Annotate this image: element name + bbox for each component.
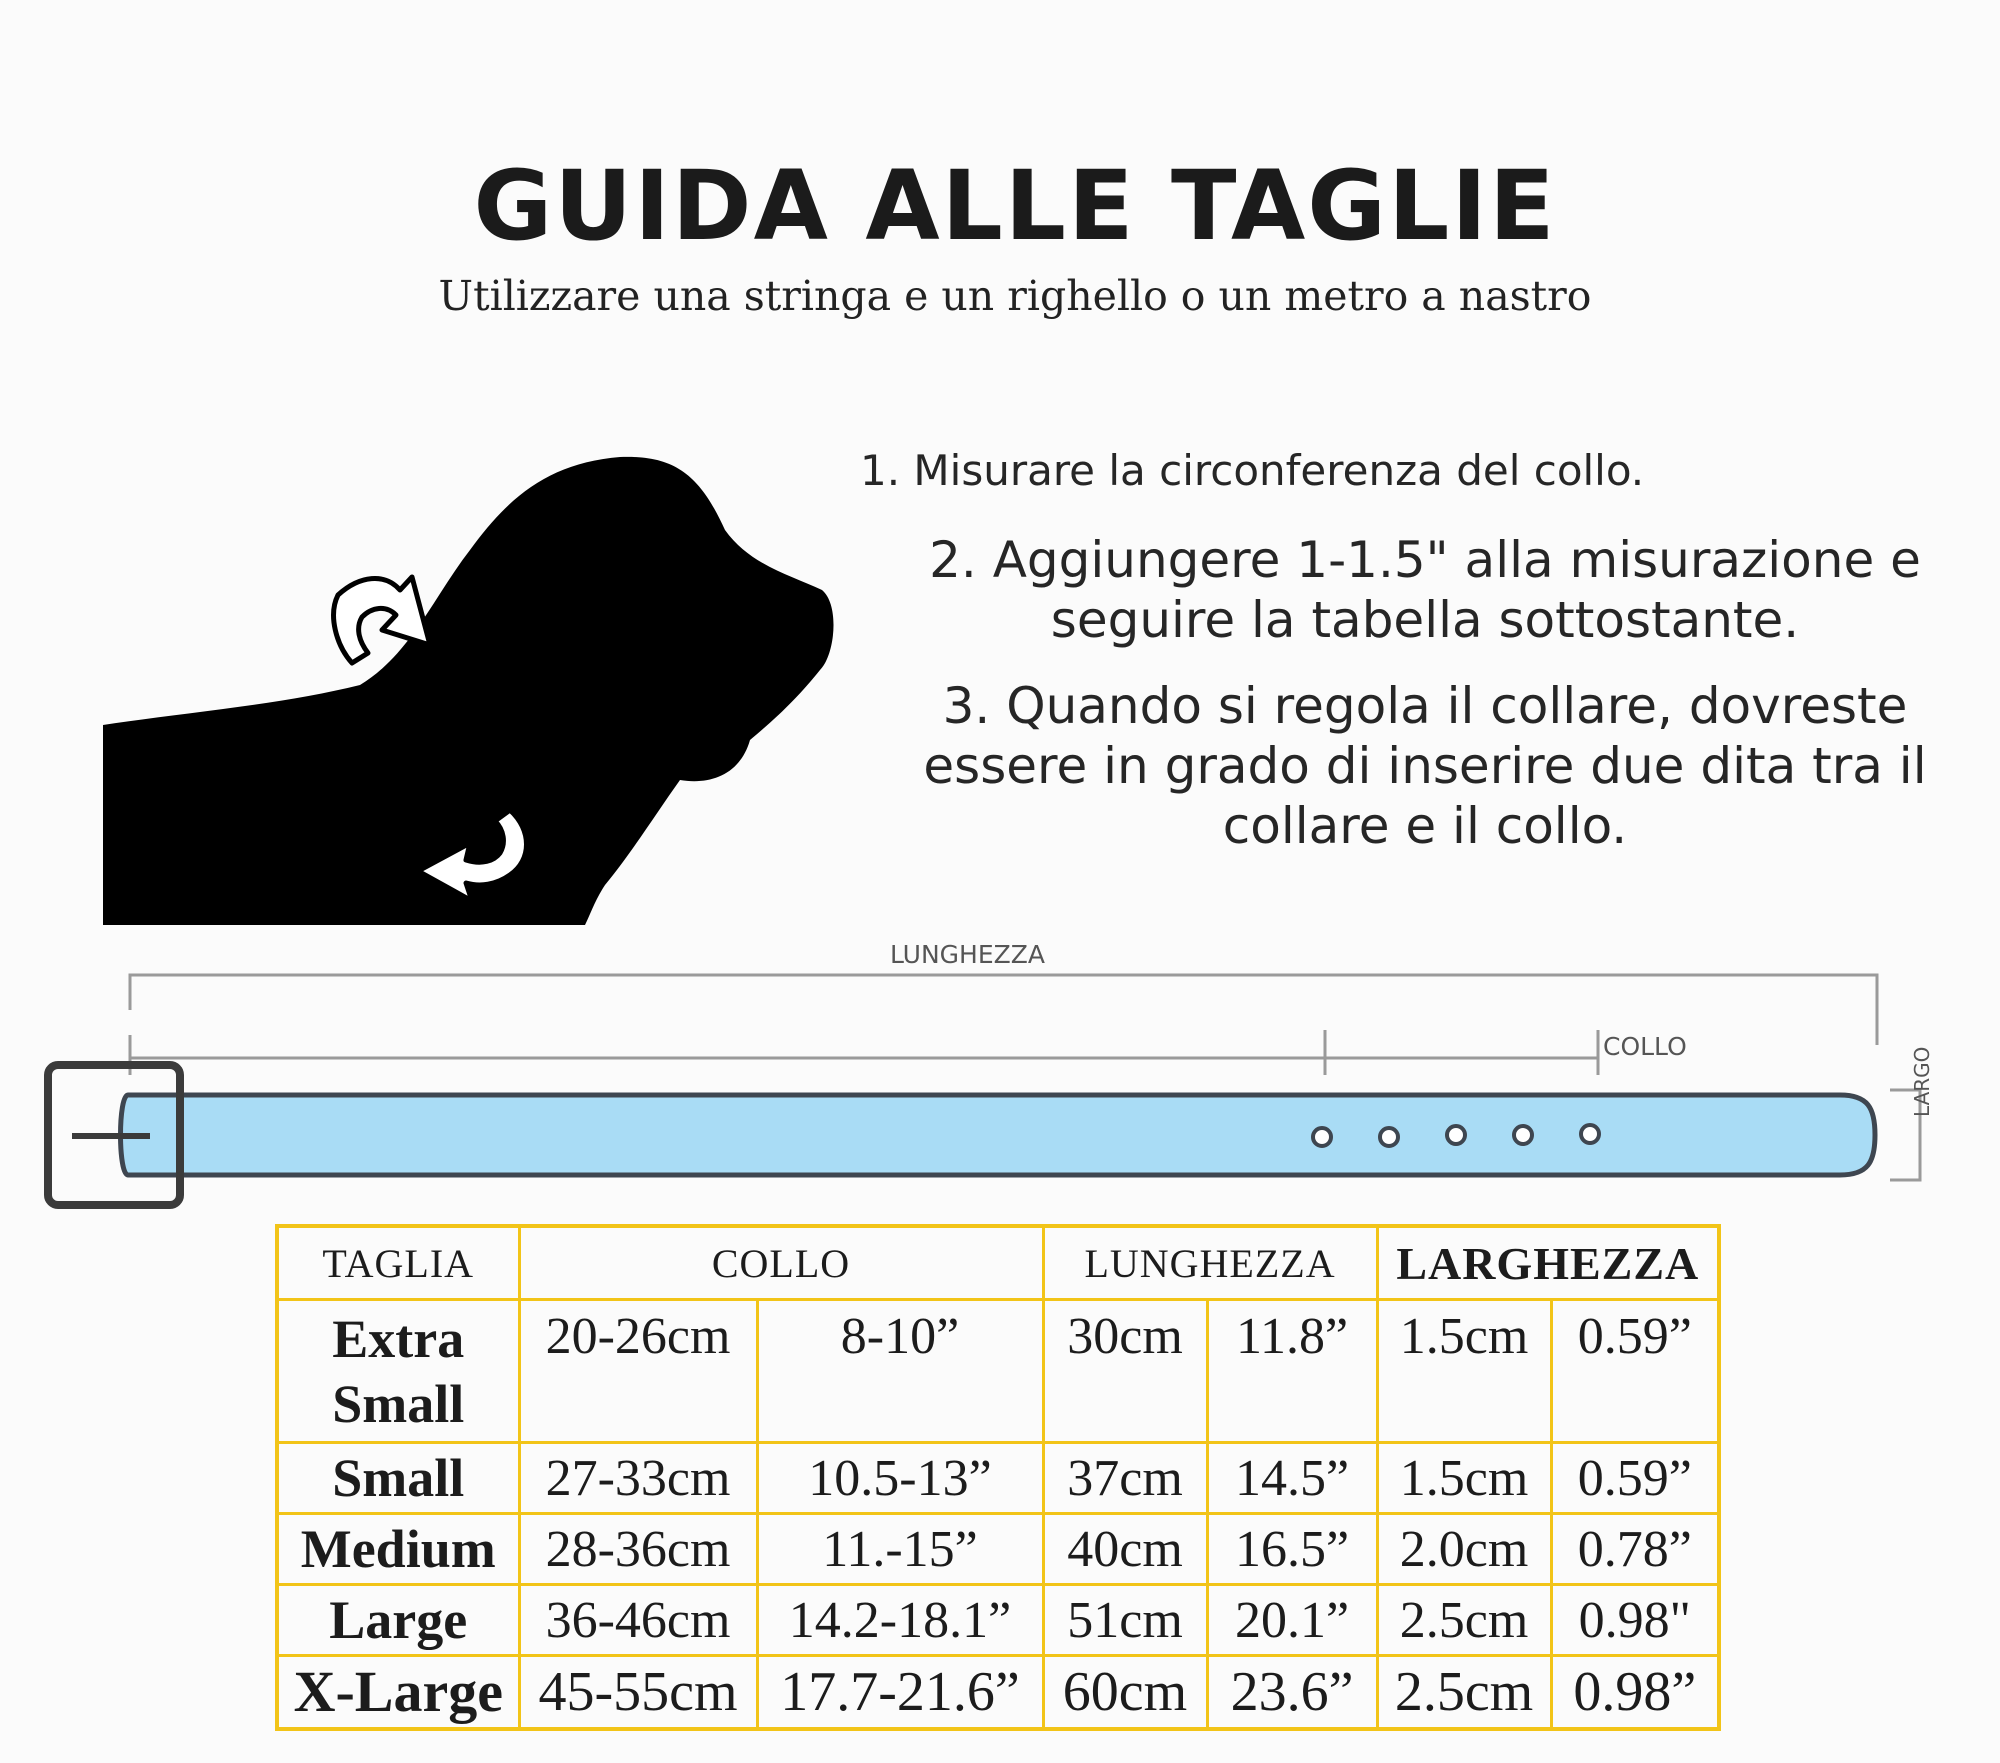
dog-silhouette-illustration: [100, 455, 840, 925]
width-label: LARGO: [1910, 1046, 1934, 1117]
neck-in: 11.-15”: [757, 1514, 1043, 1585]
size-table: [275, 1224, 1721, 1731]
header-size: TAGLIA: [277, 1226, 519, 1300]
length-cm: 51cm: [1043, 1585, 1207, 1656]
size-name: Extra Small: [277, 1300, 519, 1443]
width-cm: 2.0cm: [1377, 1514, 1551, 1585]
width-in: 0.59”: [1551, 1300, 1719, 1443]
table-header-row: [277, 1226, 1719, 1300]
neck-in: 8-10”: [757, 1300, 1043, 1443]
neck-cm: 28-36cm: [519, 1514, 757, 1585]
width-cm: 1.5cm: [1377, 1443, 1551, 1514]
neck-cm: 20-26cm: [519, 1300, 757, 1443]
length-label: LUNGHEZZA: [890, 940, 1046, 969]
collar-diagram: [0, 930, 2000, 1220]
table-row: [277, 1656, 1719, 1730]
width-in: 0.98": [1551, 1585, 1719, 1656]
neck-in: 10.5-13”: [757, 1443, 1043, 1514]
instruction-step-1: 1. Misurare la circonferenza del collo.: [860, 446, 1645, 495]
header-neck: COLLO: [519, 1226, 1043, 1300]
length-in: 16.5”: [1207, 1514, 1377, 1585]
header-length: LUNGHEZZA: [1043, 1226, 1377, 1300]
instruction-step-3: 3. Quando si regola il collare, dovreste essere in grado di inserire due dita tra il collare e il collo.: [923, 677, 1927, 855]
collar-hole: [1313, 1128, 1331, 1146]
neck-in: 14.2-18.1”: [757, 1585, 1043, 1656]
length-in: 11.8”: [1207, 1300, 1377, 1443]
neck-cm: 36-46cm: [519, 1585, 757, 1656]
neck-cm: 27-33cm: [519, 1443, 757, 1514]
page-subtitle: Utilizzare una stringa e un righello o un metro a nastro: [438, 272, 1592, 320]
table-row: [277, 1443, 1719, 1514]
table-row: [277, 1585, 1719, 1656]
width-cm: 2.5cm: [1377, 1585, 1551, 1656]
table-row: [277, 1300, 1719, 1443]
length-cm: 37cm: [1043, 1443, 1207, 1514]
length-cm: 40cm: [1043, 1514, 1207, 1585]
width-cm: 1.5cm: [1377, 1300, 1551, 1443]
size-name: X-Large: [277, 1656, 519, 1730]
size-name: Small: [277, 1443, 519, 1514]
length-in: 14.5”: [1207, 1443, 1377, 1514]
length-in: 20.1”: [1207, 1585, 1377, 1656]
table-row: [277, 1514, 1719, 1585]
neck-in: 17.7-21.6”: [757, 1656, 1043, 1730]
size-name: Medium: [277, 1514, 519, 1585]
collar-strap: [121, 1095, 1876, 1175]
neck-cm: 45-55cm: [519, 1656, 757, 1730]
length-in: 23.6”: [1207, 1656, 1377, 1730]
length-cm: 30cm: [1043, 1300, 1207, 1443]
size-name: Large: [277, 1585, 519, 1656]
page-title: GUIDA ALLE TAGLIE: [473, 150, 1557, 262]
width-in: 0.98”: [1551, 1656, 1719, 1730]
width-in: 0.78”: [1551, 1514, 1719, 1585]
neck-dimension-line: [1325, 1030, 1598, 1075]
neck-label: COLLO: [1603, 1032, 1687, 1061]
header-width: LARGHEZZA: [1377, 1226, 1719, 1300]
collar-hole: [1447, 1126, 1465, 1144]
collar-hole: [1380, 1128, 1398, 1146]
width-in: 0.59”: [1551, 1443, 1719, 1514]
length-cm: 60cm: [1043, 1656, 1207, 1730]
width-cm: 2.5cm: [1377, 1656, 1551, 1730]
collar-hole: [1581, 1125, 1599, 1143]
collar-hole: [1514, 1126, 1532, 1144]
instruction-step-2: 2. Aggiungere 1-1.5" alla misurazione e seguire la tabella sottostante.: [929, 531, 1921, 649]
